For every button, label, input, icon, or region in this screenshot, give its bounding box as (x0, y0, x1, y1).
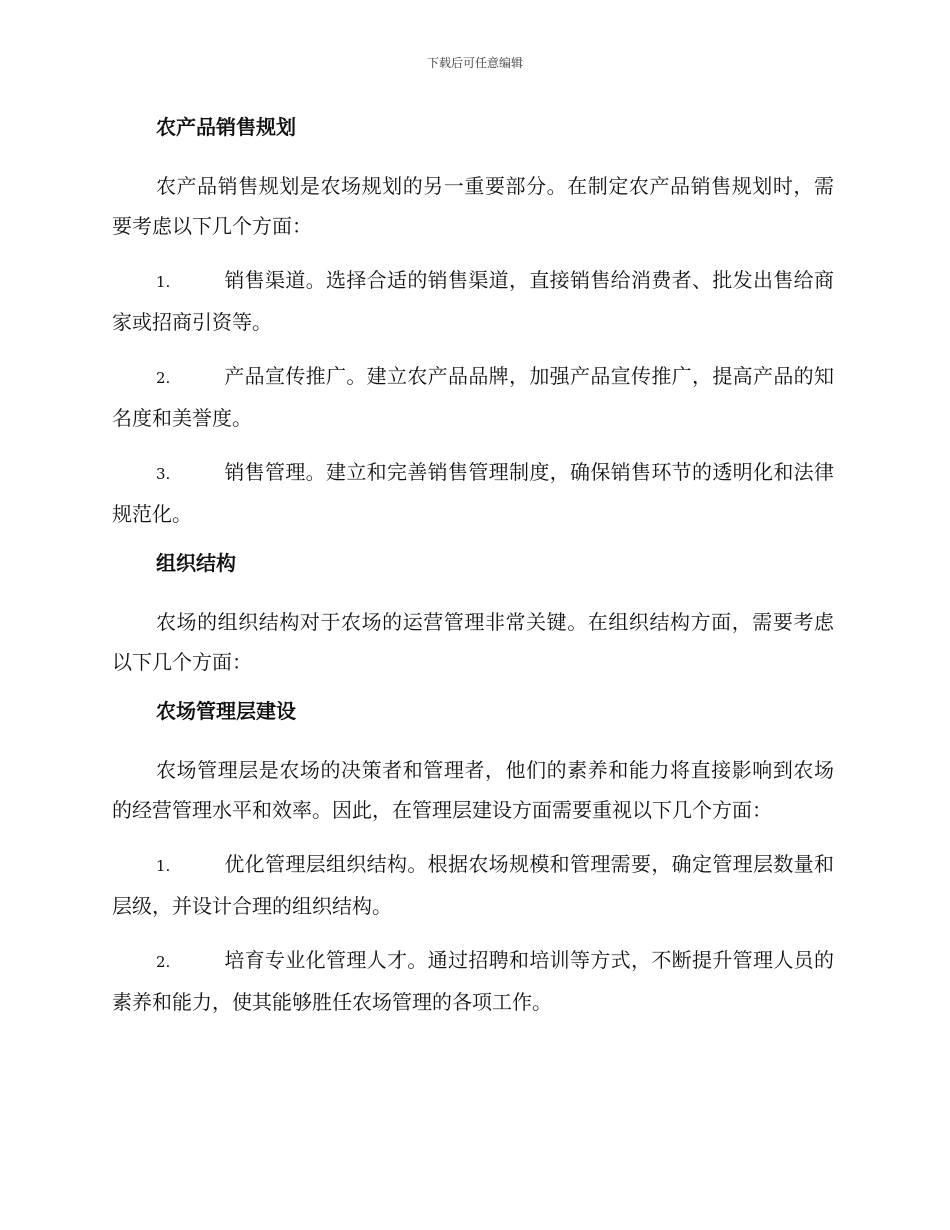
list-number: 1. (156, 857, 171, 875)
list-number: 2. (156, 953, 171, 971)
section-heading: 农产品销售规划 (156, 115, 296, 139)
list-item (112, 940, 834, 1022)
section-paragraph: 农场管理层是农场的决策者和管理者，他们的素养和能力将直接影响到农场的经营管理水平和效率。因此，在管理层建设方面需要重视以下几个方面： (112, 758, 834, 822)
list-item-text: 销售渠道。选择合适的销售渠道，直接销售给消费者、批发出售给商家或招商引资等。 (112, 268, 834, 334)
section-heading: 农场管理层建设 (156, 699, 296, 723)
list-item-text: 销售管理。建立和完善销售管理制度，确保销售环节的透明化和法律规范化。 (112, 460, 834, 526)
section-paragraph: 农场的组织结构对于农场的运营管理非常关键。在组织结构方面，需要考虑以下几个方面： (112, 610, 834, 674)
list-item-text: 优化管理层组织结构。根据农场规模和管理需要，确定管理层数量和层级，并设计合理的组织结构。 (112, 852, 834, 918)
list-number: 2. (156, 369, 171, 387)
document-body (112, 112, 834, 1036)
list-number: 3. (156, 465, 171, 483)
list-item (112, 356, 834, 438)
page-header: 下载后可任意编辑 (426, 56, 523, 70)
list-item (112, 844, 834, 926)
list-item (112, 260, 834, 342)
list-item-text: 培育专业化管理人才。通过招聘和培训等方式，不断提升管理人员的素养和能力，使其能够胜任农场管理的各项工作。 (112, 948, 834, 1014)
section-paragraph: 农产品销售规划是农场规划的另一重要部分。在制定农产品销售规划时，需要考虑以下几个方面： (112, 174, 834, 238)
list-item-text: 产品宣传推广。建立农产品品牌，加强产品宣传推广，提高产品的知名度和美誉度。 (112, 364, 834, 430)
list-item (112, 452, 834, 534)
section-heading: 组织结构 (156, 551, 236, 575)
list-number: 1. (156, 273, 171, 291)
